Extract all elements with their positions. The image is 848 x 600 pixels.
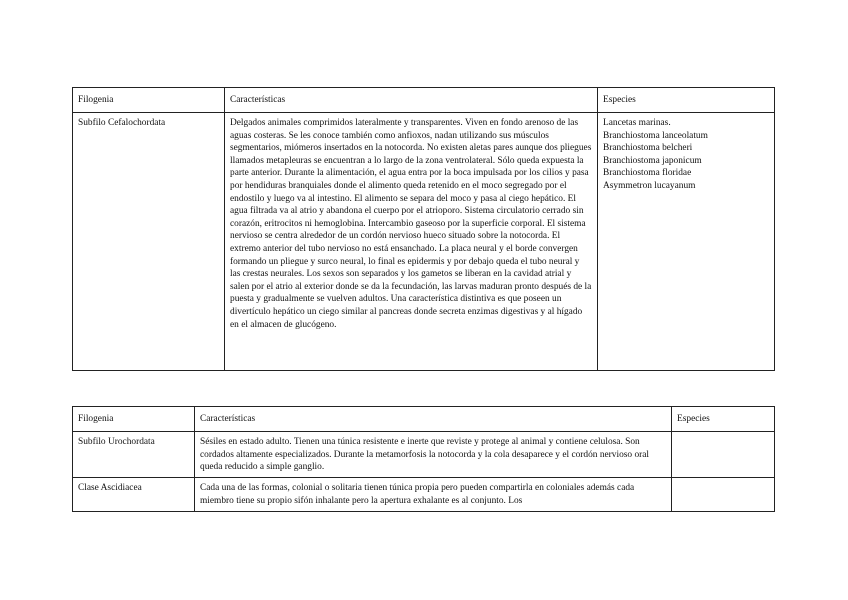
- header-especies: Especies: [598, 88, 775, 113]
- cell-especies: [672, 432, 775, 478]
- header-filogenia: Filogenia: [73, 88, 225, 113]
- table-row: [73, 478, 775, 512]
- species-item: Branchiostoma belcheri: [603, 143, 693, 154]
- cell-caracteristicas: Delgados animales comprimidos lateralmente y transparentes. Viven en fondo arenoso de las aguas costeras. Se les conoce también como anfioxos, nadan utilizando sus músculos segmentarios, miómeros insertados en la notocorda. No existen aletas pares aunque dos pliegues llamados metapleuras se encuentran a lo largo de la zona ventrolateral. Sólo queda expuesta la parte anterior. Durante la alimentación, el agua entra por la boca impulsada por los cilios y pasa por hendiduras branquiales donde el alimento queda retenido en el moco segregado por el endostilo y luego va al intestino. El alimento se separa del moco y pasa al ciego hepático. El agua filtrada va al atrio y abandona el cuerpo por el atrioporo. Sistema circulatorio cerrado sin corazón, eritrocitos ni hemoglobina. Intercambio gaseoso por la superficie corporal. El sistema nervioso se centra alrededor de un cordón nervioso hueco situado sobre la notocorda. El extremo anterior del tubo nervioso no está ensanchado. La placa neural y el borde convergen formando un pliegue y surco neural, lo final es epidermis y por debajo queda el tubo neural y las crestas neurales. Los sexos son separados y los gametos se liberan en la cavidad atrial y salen por el atrio al exterior donde se da la fecundación, las larvas maduran pronto después de la puesta y gradualmente se vuelven adultos. Una característica distintiva es que poseen un divertículo hepático un ciego similar al pancreas donde secreta enzimas digestivas y al hígado en el almacen de glucógeno.: [225, 113, 598, 371]
- table-header-row: [73, 407, 775, 432]
- header-filogenia: Filogenia: [73, 407, 195, 432]
- cell-especies: [598, 113, 775, 371]
- cell-filogenia: Clase Ascidiacea: [73, 478, 195, 512]
- cefalochordata-table: [72, 87, 775, 371]
- species-item: Asymmetron lucayanum: [603, 180, 696, 191]
- cell-filogenia: Subfilo Urochordata: [73, 432, 195, 478]
- table-row: [73, 113, 775, 371]
- species-item: Lancetas marinas.: [603, 118, 671, 128]
- species-item: Branchiostoma japonicum: [603, 155, 702, 166]
- table-row: [73, 432, 775, 478]
- species-list: [603, 117, 769, 193]
- urochordata-table: [72, 406, 775, 512]
- cell-filogenia: Subfilo Cefalochordata: [73, 113, 225, 371]
- table-header-row: [73, 88, 775, 113]
- cell-caracteristicas: Cada una de las formas, colonial o solitaria tienen túnica propia pero pueden compartirla en coloniales además cada miembro tiene su propio sifón inhalante pero la apertura exhalante es al conjunto. Los: [195, 478, 672, 512]
- header-caracteristicas: Características: [195, 407, 672, 432]
- cell-especies: [672, 478, 775, 512]
- cell-caracteristicas: Sésiles en estado adulto. Tienen una túnica resistente e inerte que reviste y protege al animal y contiene celulosa. Son cordados altamente especializados. Durante la metamorfosis la notocorda y la cola desaparece y el cordón nervioso oral queda reducido a simple ganglio.: [195, 432, 672, 478]
- header-caracteristicas: Características: [225, 88, 598, 113]
- header-especies: Especies: [672, 407, 775, 432]
- species-item: Branchiostoma floridae: [603, 168, 692, 179]
- species-item: Branchiostoma lanceolatum: [603, 130, 708, 141]
